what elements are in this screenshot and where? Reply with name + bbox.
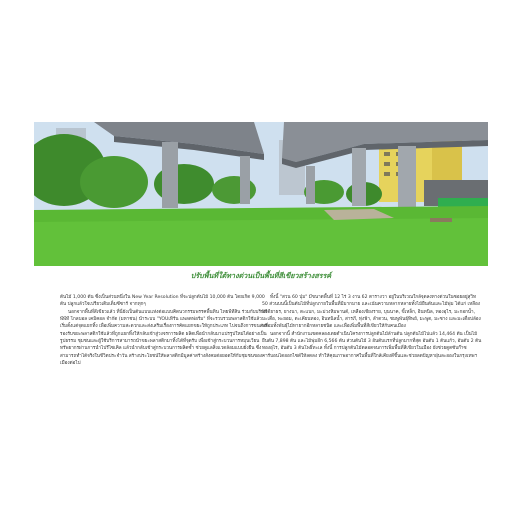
right-paragraph-2: นอกจากนี้ สำนักงานเขตคลองเตยดำเนินโครงการปลูกต้นไม้ล้านต้น ปลูกต้นไม้ไปแล้ว 14,464 ต้น เป็นไม้ยืนต้น 7,898 ต้น และไม้พุ่มอีก 6,566 ต้น ส่วนต้นไม้ 3 อันดับแรกที่ปลูกมากที่สุด อันดับ 1 ต้นแก้ว, อันดับ 2 ต้นทองอุไร, อันดับ 3 ต้นโพธิ์ทะเล ทั้งนี้ การปลูกต้นไม้ตลอดจนการเพิ่มพื้นที่สีเขียวในเมือง ยังช่วยดูดซับก๊าซคาร์บอนไดออกไซด์ให้ลดลง ทำให้คุณภาพอากาศในพื้นที่ใกล้เคียงดีขึ้นและช่วยลดปัญหาฝุ่นละอองในกรุงเทพฯ xyxy=(262,331,482,359)
article-left-column xyxy=(60,294,270,367)
left-paragraph-2: นอกจากพื้นที่สีเขียวแล้ว ที่นี่ยังเป็นต้นแบบแห่งต่อแบบคิดนวกรรมพรรคพื้นทิน ไทยพีทีสิน ร่วมกับบริษัท พีพีที โกลบอล เคมิคอล จำกัด (มหาชน) นำระบบ "YOUเทิร์น แพลตฟอร์ม" ที่จะรวบรวมพลาสติกใช้แล้ว เริ่มตั้งแต่จุดแยกทิ้ง เพื่อเพิ่มความสะดวกและส่งเสริมเรื่องการคัดแยกขยะให้ถูกประเภท ไปจนถึงการขนส่งที่รองรับขยะพลาสติกใช้แล้วที่ถูกแยกทิ้งให้กลับเข้าสู่วงจรการผลิต ผลิตเพื่อนำกลับมาแปรรูปใหม่ได้อย่างเป็นรูปธรรม ชุมชนและผู้ใช้บริการสามารถนำขยะพลาสติกมาทิ้งได้ที่จุดรับ เพื่อเข้าสู่กระบวนการหมุนเวียนทรัพยากรผ่านการนำไปรีไซเคิล แล้วนำกลับเข้าสู่กระบวนการผลิตซ้ำ ช่วยดูแลสิ่งแวดล้อมแบบยั่งยืน ซึ่งสามารถทำได้จริงในชีวิตประจำวัน สร้างประโยชน์ให้พลาสติกมีมูลค่าสร้างสังคมต่อยอดให้กับชุมชนของเมืองต่อไป xyxy=(60,309,268,367)
left-paragraph-1: ต้นไม้ 1,000 ต้น ซึ่งเป็นส่วนหนึ่งใน New Year Resolution ที่จะปลูกต้นไม้ 10,000 ต้น โดยเกิด 9,000 ต้น ปลูกแล้วใจเปรียวเติมเต็มซีซาร์ จากทุกๆ xyxy=(60,295,265,308)
right-paragraph-1: ทั้งนี้ "สวน 60 ปุ่ม" มีขนาดพื้นที่ 12 ไร่ 3 งาน 62 ตารางวา อยู่ในบริเวณใกล้จุดลงทางด่วนในซอยอยู่สุวิท 50 ส่วนบนนี้เป็นต้นไม้ที่ปลูกภายในพื้นที่มีมากมาย และเน้นความหลากหลายทั้งไม้ยืนต้นและไม้พุ่ม ได้แก่ เหลืองปรีดียาธร, ยางนา, ตะแบก, มะม่วงหิมพานต์, เหลืองเชียงราย, บุนนาค, ขี้เหล็ก, อินทนิล, ทองอุไร, มะกอกน้ำ, มะเดื่อ, พะยอม, ตะเคียนทอง, อินทนิลน้ำ, สารภี, ทุ่งฟ้า, ลำดวน, ชมพูพันธุ์ทิพย์, มะพูด, มะซาง และมะเดื่อปล้อง พร้อมทั้งพันธุ์ไม้หายากอีกหลายชนิด และเพื่อเพิ่มพื้นที่สีเขียวให้กับคนเมือง xyxy=(262,295,481,330)
photo-illustration xyxy=(34,122,488,266)
article-right-column xyxy=(262,294,482,360)
park-under-expressway-photo xyxy=(34,122,488,266)
photo-caption: ปรับพื้นที่ใต้ทางด่วนเป็นพื้นที่สีเขียวสร้างสรรค์ xyxy=(190,271,332,280)
